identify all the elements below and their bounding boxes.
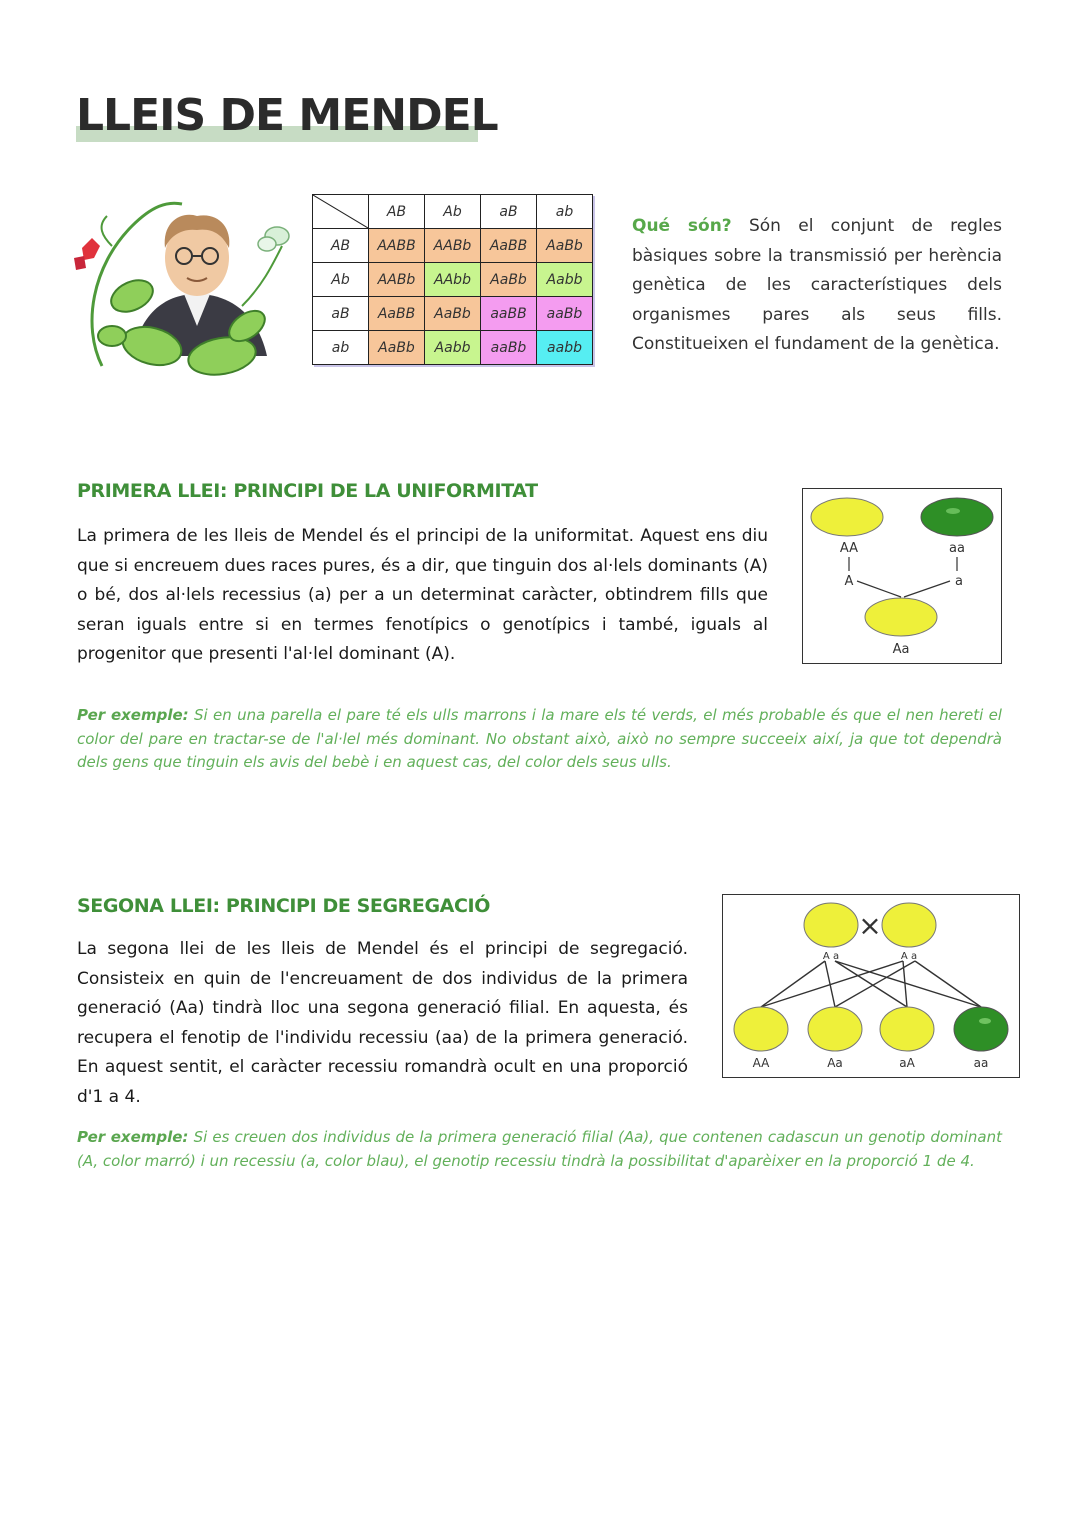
- punnett-cell: AaBb: [537, 229, 593, 263]
- punnett-cell: aaBb: [537, 297, 593, 331]
- punnett-cell: AaBb: [481, 263, 537, 297]
- punnett-cell: AaBB: [369, 297, 425, 331]
- punnett-cell: AABB: [369, 229, 425, 263]
- punnett-cell: aabb: [537, 331, 593, 365]
- page-title: LLEIS DE MENDEL: [76, 90, 498, 141]
- child-AA-pea: [734, 1007, 788, 1051]
- punnett-row-header: Ab: [313, 263, 369, 297]
- punnett-row: [313, 229, 593, 263]
- punnett-cell: aaBB: [481, 297, 537, 331]
- punnett-square-table: [312, 194, 593, 365]
- parent-right-pea: [882, 903, 936, 947]
- child-genotype-label: aA: [899, 1056, 915, 1070]
- section1-example-lead: Per exemple:: [77, 706, 189, 724]
- uniformity-diagram: [802, 488, 1002, 664]
- punnett-col-header: aB: [481, 195, 537, 229]
- punnett-row: [313, 297, 593, 331]
- punnett-cell: AaBb: [425, 297, 481, 331]
- mendel-portrait-illustration: [72, 186, 302, 382]
- intro-lead: Qué són?: [632, 216, 732, 236]
- cross-icon: ×: [858, 909, 882, 942]
- punnett-cell: AABb: [425, 229, 481, 263]
- punnett-row-header: aB: [313, 297, 369, 331]
- section2-example: [77, 1126, 1002, 1173]
- section2-example-text: Si es creuen dos individus de la primera generació filial (Aa), que contenen cadascun un genotip dominant (A, color marró) i un recessiu (a, color blau), el genotip recessiu tindrà la possibilitat d'aparèixer en la proporció 1 de 4.: [77, 1128, 1002, 1170]
- segregation-diagram: [722, 894, 1020, 1078]
- intro-text: Són el conjunt de regles bàsiques sobre la transmissió per herència genètica de les característiques dels organismes pares als seus fills. Constitueixen el fundament de la genètica.: [632, 216, 1002, 354]
- cross-lines: [761, 961, 981, 1007]
- punnett-cell: Aabb: [537, 263, 593, 297]
- punnett-col-header: AB: [369, 195, 425, 229]
- parent-left-pea: [804, 903, 858, 947]
- punnett-row: [313, 263, 593, 297]
- parent1-genotype: AA: [839, 541, 859, 556]
- parent2-genotype: aa: [949, 541, 965, 556]
- gametes-left-label: A a: [822, 951, 840, 962]
- section1-example: [77, 704, 1002, 775]
- gametes-right-label: A a: [900, 951, 918, 962]
- diagonal-line-icon: [313, 195, 368, 228]
- parent-green-pea: [921, 498, 993, 536]
- punnett-col-header: Ab: [425, 195, 481, 229]
- gamete2-label: a: [955, 574, 963, 589]
- title-block: [76, 90, 498, 141]
- child-genotype: Aa: [892, 642, 910, 657]
- gamete1-label: A: [844, 574, 854, 589]
- section1-example-text: Si en una parella el pare té els ulls marrons i la mare els té verds, el més probable és que el nen hereti el color del pare en tractar-se de l'al·lel més dominant. No obstant això, això no sempre succeeix així, ja que tot dependrà dels gens que tinguin els avis del bebè i en aquest cas, del color dels seus ulls.: [77, 706, 1002, 771]
- punnett-row: [313, 331, 593, 365]
- punnett-cell: AaBB: [481, 229, 537, 263]
- punnett-corner-cell: [313, 195, 369, 229]
- child-aa-pea: [954, 1007, 1008, 1051]
- child-Aa-pea: [808, 1007, 862, 1051]
- child-aA-pea: [880, 1007, 934, 1051]
- section1-heading: PRIMERA LLEI: PRINCIPI DE LA UNIFORMITAT: [77, 480, 538, 502]
- punnett-cell: Aabb: [425, 331, 481, 365]
- parent-yellow-pea: [811, 498, 883, 536]
- section2-heading: SEGONA LLEI: PRINCIPI DE SEGREGACIÓ: [77, 895, 490, 917]
- intro-paragraph: [632, 212, 1002, 360]
- section2-body: La segona llei de les lleis de Mendel és el principi de segregació. Consisteix en quin de l'encreuament de dos individus de la primera generació (Aa) tindrà lloc una segona generació filial. En aquesta, és recupera el fenotip de l'individu recessiu (aa) de la primera generació. En aquest sentit, el caràcter recessiu romandrà ocult en una proporció d'1 a 4.: [77, 939, 688, 1107]
- punnett-cell: AAbb: [425, 263, 481, 297]
- punnett-col-header: ab: [537, 195, 593, 229]
- punnett-row-header: AB: [313, 229, 369, 263]
- punnett-cell: AaBb: [369, 331, 425, 365]
- child-genotype-label: AA: [752, 1056, 770, 1070]
- punnett-header-row: [313, 195, 593, 229]
- punnett-cell: AABb: [369, 263, 425, 297]
- child-yellow-pea: [865, 598, 937, 636]
- section2-example-lead: Per exemple:: [77, 1128, 189, 1146]
- child-genotype-label: aa: [973, 1056, 989, 1070]
- punnett-row-header: ab: [313, 331, 369, 365]
- child-genotype-label: Aa: [827, 1056, 843, 1070]
- punnett-cell: aaBb: [481, 331, 537, 365]
- section1-body: La primera de les lleis de Mendel és el principi de la uniformitat. Aquest ens diu que si encreuem dues races pures, és a dir, que tinguin dos al·lels dominants (A) o bé, dos al·lels recessius (a) per a un determinat caràcter, obtindrem fills que seran iguals entre si en termes fenotípics o genotípics i també, iguals al progenitor que presenti l'al·lel dominant (A).: [77, 526, 768, 664]
